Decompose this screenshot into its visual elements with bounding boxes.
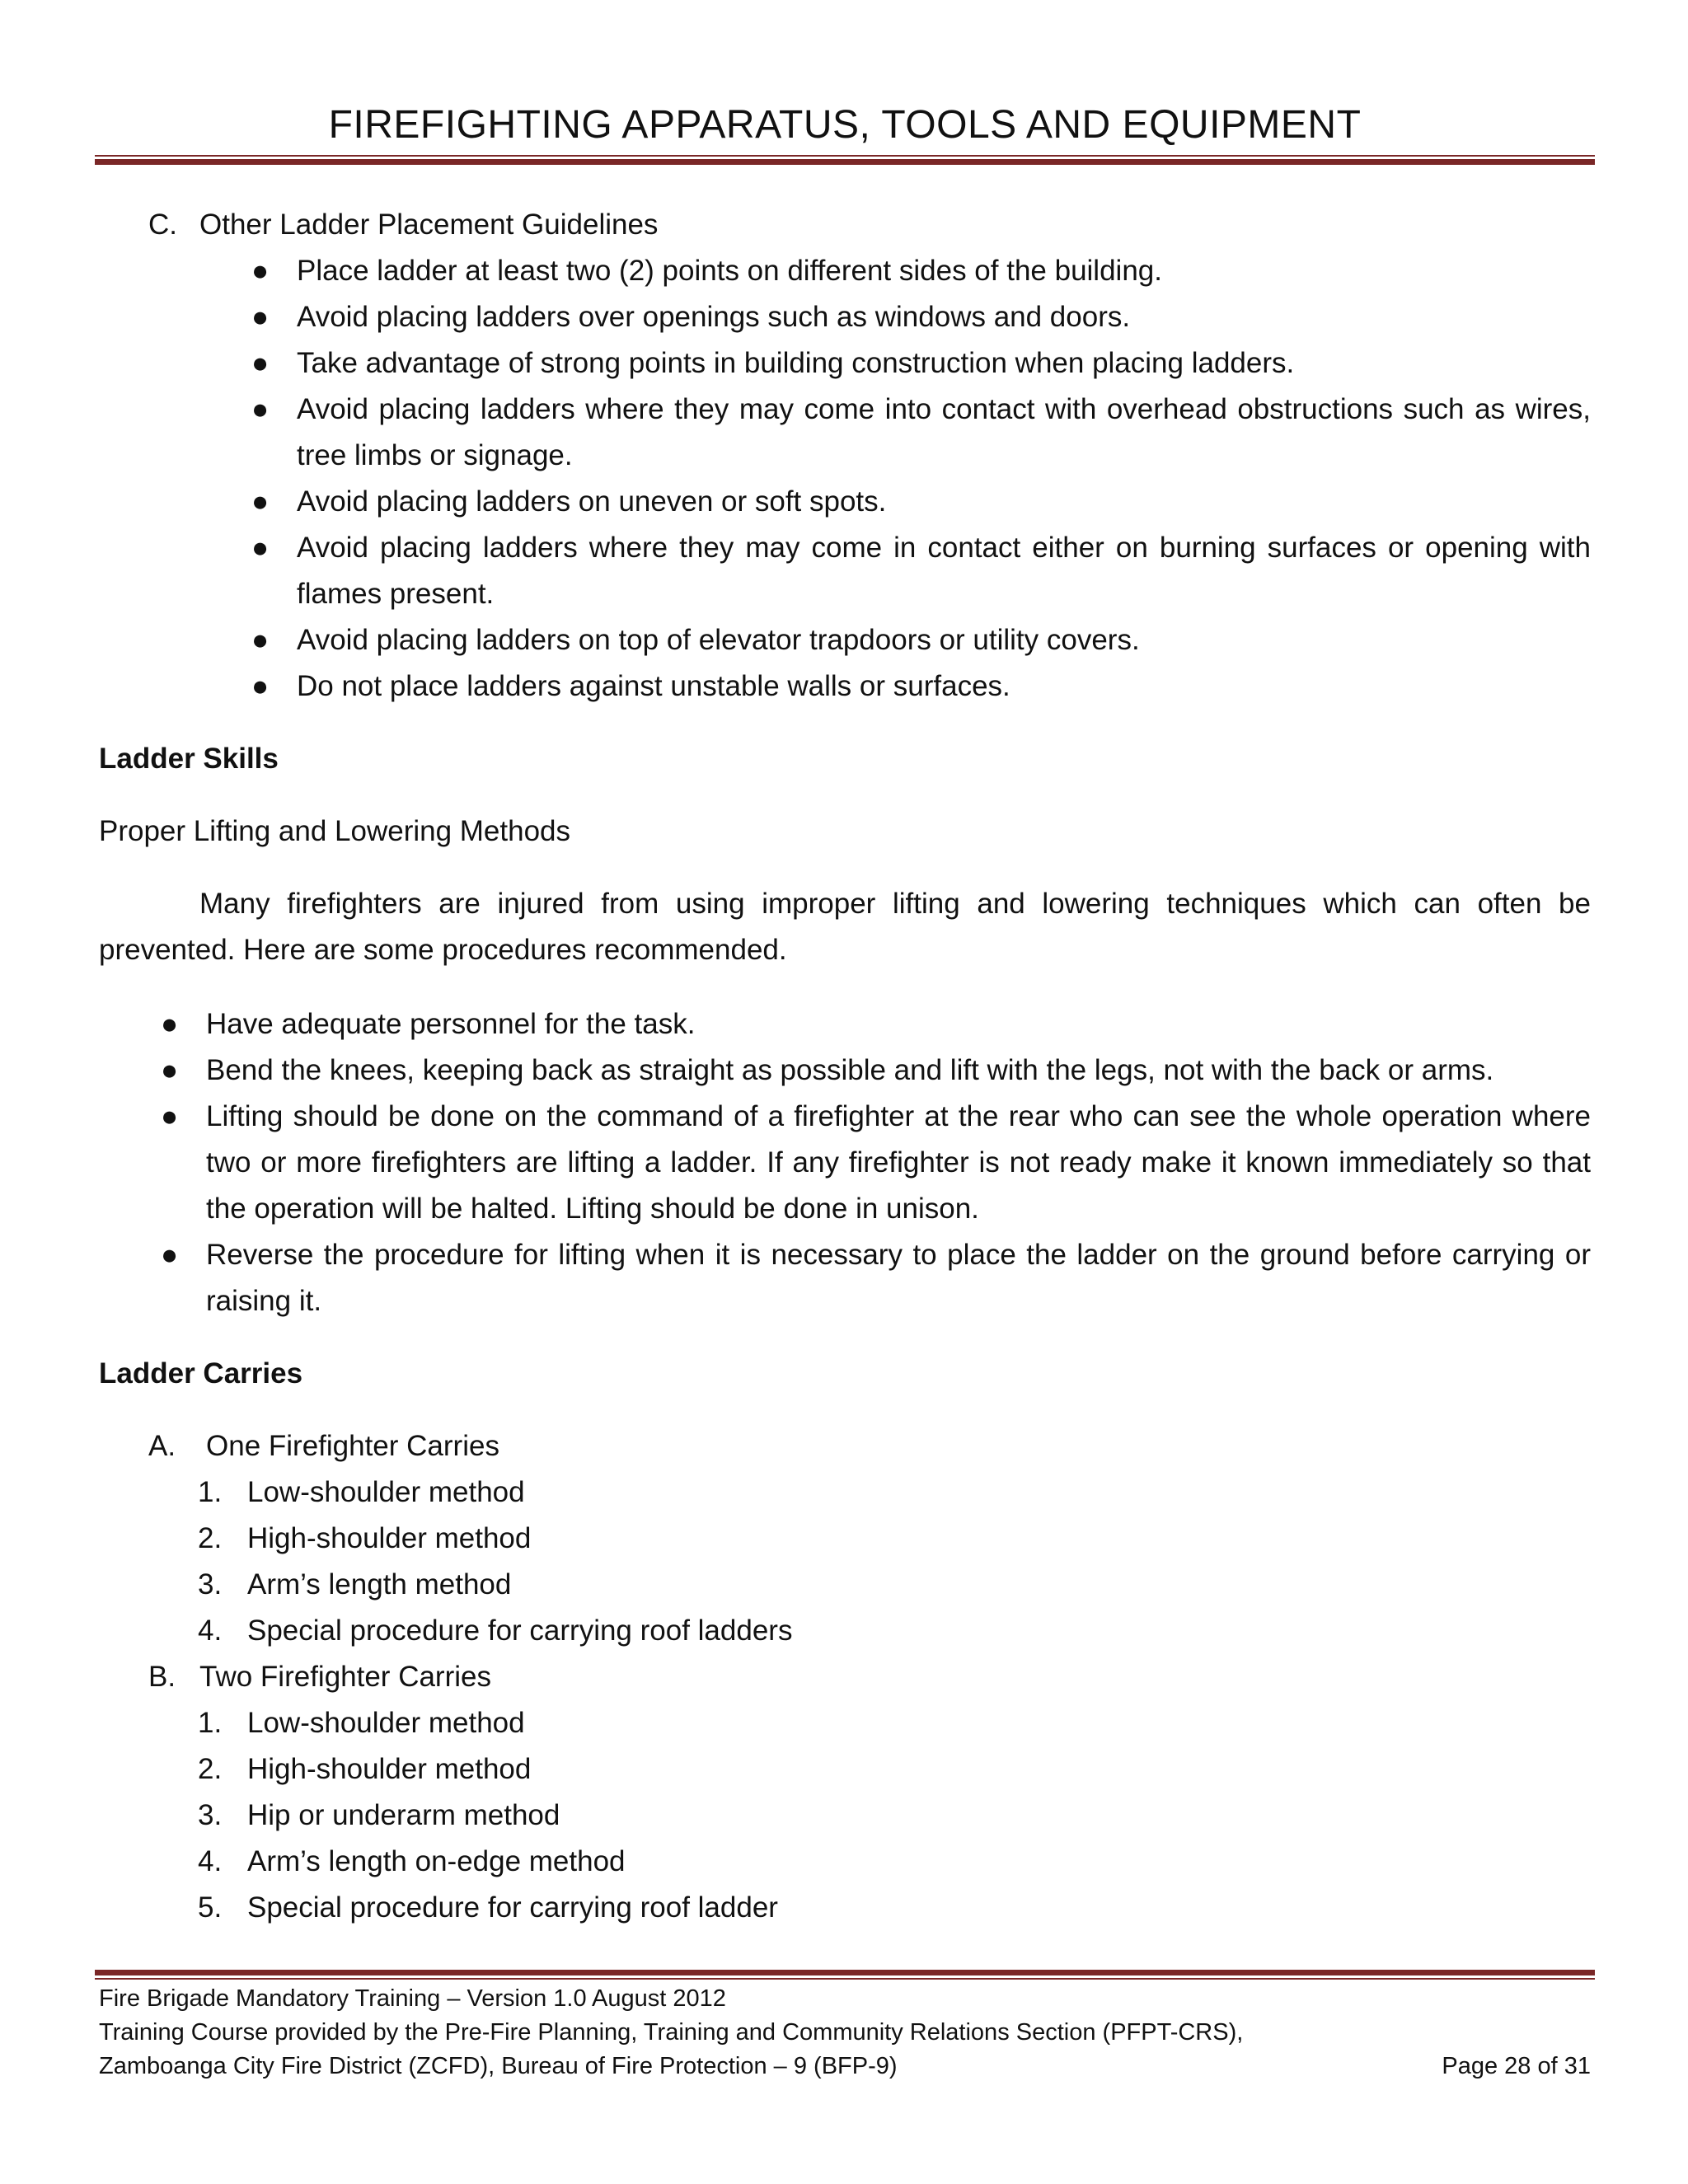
list-item: ● Place ladder at least two (2) points on different sides of the building. <box>99 248 1591 294</box>
list-item: 2. High-shoulder method <box>198 1753 532 1785</box>
ladder-skills-heading: Ladder Skills <box>99 743 279 775</box>
section-c-title: Other Ladder Placement Guidelines <box>199 209 659 241</box>
bullet-icon: ● <box>251 624 270 656</box>
lifting-intro-paragraph: Many firefighters are injured from using improper lifting and lowering techniques which can often be prevented. Here are some procedures recommended. <box>99 888 1591 966</box>
section-c-heading <box>99 202 1591 248</box>
list-item: 1. Low-shoulder method <box>198 1476 525 1508</box>
list-item: 3. Arm’s length method <box>198 1568 512 1601</box>
list-item: ● Avoid placing ladders on top of elevator trapdoors or utility covers. <box>99 617 1591 663</box>
list-item: ● Avoid placing ladders where they may come into contact with overhead obstructions such as wires, tree limbs or signage. <box>99 387 1591 479</box>
list-item: 2. High-shoulder method <box>198 1522 532 1554</box>
ladder-carries-heading: Ladder Carries <box>99 1357 303 1390</box>
footer-rule <box>95 1970 1595 1980</box>
bullet-icon: ● <box>161 1054 179 1086</box>
list-item: ● Reverse the procedure for lifting when it is necessary to place the ladder on the ground before carrying or raising it. <box>99 1232 1591 1324</box>
list-item: ● Avoid placing ladders where they may come in contact either on burning surfaces or opening with flames present. <box>99 525 1591 617</box>
list-item: ● Take advantage of strong points in building construction when placing ladders. <box>99 340 1591 387</box>
list-item: ● Bend the knees, keeping back as straight as possible and lift with the legs, not with the back or arms. <box>99 1047 1591 1094</box>
page-content <box>99 202 1591 1931</box>
list-item: 4. Arm’s length on-edge method <box>198 1845 626 1877</box>
list-item: ● Do not place ladders against unstable walls or surfaces. <box>99 663 1591 710</box>
list-item: ● Avoid placing ladders on uneven or soft spots. <box>99 479 1591 525</box>
list-item: ● Avoid placing ladders over openings such as windows and doors. <box>99 294 1591 340</box>
lifting-lowering-subheading: Proper Lifting and Lowering Methods <box>99 815 571 847</box>
list-item: 5. Special procedure for carrying roof ladder <box>198 1891 778 1924</box>
bullet-icon: ● <box>251 670 270 702</box>
list-item: ● Have adequate personnel for the task. <box>99 1001 1591 1047</box>
footer-line-3: Zamboanga City Fire District (ZCFD), Bureau of Fire Protection – 9 (BFP-9) <box>99 2053 898 2079</box>
two-firefighter-carries-list <box>99 1700 1591 1931</box>
list-item: 3. Hip or underarm method <box>198 1799 560 1831</box>
footer-line-1: Fire Brigade Mandatory Training – Version 1.0 August 2012 <box>99 1985 726 2012</box>
bullet-icon: ● <box>251 532 270 564</box>
list-item: ● Lifting should be done on the command of a firefighter at the rear who can see the whole operation where two or more firefighters are lifting a ladder. If any firefighter is not ready make it known immediately so that the operation will be halted. Lifting should be done in unison. <box>99 1094 1591 1232</box>
bullet-icon: ● <box>251 255 270 287</box>
placement-guidelines-list <box>99 248 1591 710</box>
bullet-icon: ● <box>251 393 270 425</box>
one-firefighter-carries-list <box>99 1469 1591 1654</box>
bullet-icon: ● <box>161 1239 179 1271</box>
list-item: 4. Special procedure for carrying roof ladders <box>198 1615 793 1647</box>
page-footer <box>99 1982 1591 2083</box>
bullet-icon: ● <box>251 485 270 518</box>
list-item: 1. Low-shoulder method <box>198 1707 525 1739</box>
carries-group-a-title: A. One Firefighter Carries <box>148 1430 499 1462</box>
carries-group-b-title: B. Two Firefighter Carries <box>148 1661 491 1693</box>
page-number: Page 28 of 31 <box>1442 2053 1591 2079</box>
bullet-icon: ● <box>161 1100 179 1132</box>
footer-line-2: Training Course provided by the Pre-Fire Planning, Training and Community Relations Section (PFPT-CRS), <box>99 2019 1244 2046</box>
bullet-icon: ● <box>251 301 270 333</box>
page-header-title: FIREFIGHTING APPARATUS, TOOLS AND EQUIPMENT <box>328 103 1362 147</box>
bullet-icon: ● <box>161 1008 179 1040</box>
lifting-procedures-list <box>99 1001 1591 1324</box>
bullet-icon: ● <box>251 347 270 379</box>
header-rule <box>95 155 1595 165</box>
section-c-marker: C. <box>148 209 177 241</box>
